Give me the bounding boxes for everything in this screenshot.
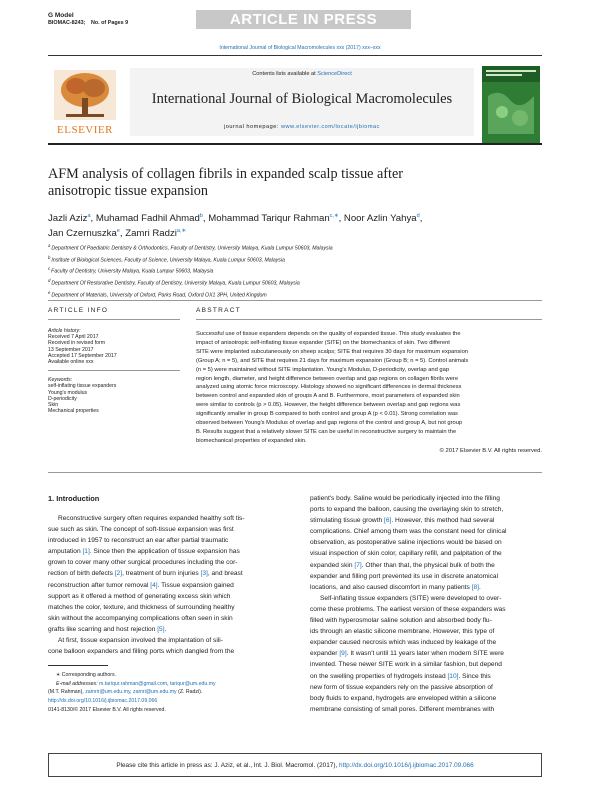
affiliation-marker: b: [48, 254, 51, 260]
affiliation-marker: a: [48, 243, 51, 248]
abstract-heading: ABSTRACT: [196, 307, 542, 320]
keywords-label: Keywords:: [48, 377, 73, 384]
abstract-line: impact of anisotropic self-inflating tissue expander (SITE) on the biomechanics of skin. Two different: [196, 339, 450, 346]
author-list: [48, 210, 542, 240]
body-line: body fluids to expand, hydrogels are enveloped within a silicone: [310, 694, 497, 702]
author-name[interactable]: Zamri Radzi: [125, 228, 177, 240]
body-line: support as it offered a method of generating excess skin which: [48, 592, 231, 600]
affiliation: [48, 242, 542, 254]
body-line: amputation [1]. Since then the application of tissue expansion has: [48, 548, 240, 556]
journal-cover-thumbnail: [482, 66, 540, 144]
abstract-line: biomechanical properties of expanded skin.: [196, 437, 307, 444]
affiliation: [48, 289, 542, 301]
abstract-line: analyzed using atomic force microscopy. Histology showed no significant differences in dermal thickness: [196, 384, 462, 391]
body-line: patient's body. Saline would be periodically injected into the filling: [310, 495, 500, 502]
article-info-heading: ARTICLE INFO: [48, 307, 180, 320]
article-info-panel: [48, 307, 180, 414]
article-title: AFM analysis of collagen fibrils in expanded scalp tissue after anisotropic tissue expansion: [48, 166, 403, 199]
body-line: complications. Chief among them was the constant need for clinical: [310, 528, 507, 536]
reference-link[interactable]: [5]: [157, 625, 165, 633]
email-line-1: E-mail addresses: m.tariqur.rahman@gmail.com, tariqur@um.edu.my: [56, 680, 216, 687]
body-line: membrane consisting of small pores. Different membranes with: [310, 705, 495, 713]
abstract-line: B. Results suggest that a relatively slower SITE can be useful in reconstructive surgery to maintain the: [196, 428, 457, 435]
abstract-copyright: © 2017 Elsevier B.V. All rights reserved.: [439, 447, 542, 454]
journal-title: International Journal of Biological Macromolecules: [151, 91, 453, 107]
body-line: on the swelling properties of hydrogels instead [10]. Since this: [310, 672, 491, 680]
abstract-line: observed between Young's Modulus of overlap and gap regions of the control and group A, but not group: [196, 420, 463, 427]
abstract-panel: [196, 307, 542, 456]
body-line: introduced in 1957 to reconstruct an ear after partial traumatic: [48, 537, 229, 545]
reference-link[interactable]: [3]: [200, 570, 208, 578]
affiliation: [48, 265, 542, 277]
author-affiliation-marker: a: [87, 213, 91, 219]
abstract-line: significantly smaller in group B compared to both control and group A (p < 0.01). Strong correlation was: [196, 411, 458, 418]
affiliation: [48, 254, 542, 266]
citation-box: Please cite this article in press as: J. Aziz, et al., Int. J. Biol. Macromol. (2017), http://dx.doi.org/10.1016/j.ijbiomac.2017.09.066: [48, 753, 542, 777]
body-line: new form of tissue expanders rely on the passive absorption of: [310, 683, 493, 691]
email-line-2: (M.T. Rahman), zamrir@um.edu.my, zamri@um.edu.my (Z. Radzi).: [48, 689, 203, 696]
keywords-list: [48, 383, 180, 414]
affiliation-text: Department of Materials, University of Oxford, Parks Road, Oxford OX1 3PH, United Kingdom: [51, 292, 267, 299]
affiliation-rule: [48, 300, 542, 301]
body-line: stimulating tissue growth [6]. However, this method had several: [310, 517, 495, 525]
history-item: Received 7 April 2017: [48, 334, 99, 341]
doi-issn-block: [48, 697, 348, 714]
email-link-4[interactable]: zamri@um.edu.my: [133, 689, 177, 696]
page-count: No. of Pages 9: [90, 20, 129, 26]
footnotes: [48, 671, 296, 697]
affiliation-marker: c: [48, 266, 51, 272]
body-line: Reconstructive surgery often requires expanded healthy soft tis-: [58, 515, 245, 522]
keyword-item: Young's modulus: [48, 389, 88, 396]
body-line: expander and filling port prevented its use in discrete anatomical: [310, 572, 499, 580]
corresponding-authors-note: ∗ Corresponding authors.: [56, 672, 117, 678]
abstract-line: region length, diameter, and height difference between overlap and gap regions on collagen fibrils were: [196, 375, 459, 382]
body-line: skin without the accompanying complications often seen in skin: [48, 614, 233, 622]
body-line: grown to cover many other surgical procedures including the cor-: [48, 559, 238, 567]
abstract-line: Successful use of tissue expanders depends on the quality of expanded tissue. This study evaluates the: [196, 331, 461, 337]
body-line: locations, and also caused discomfort in many patients [8].: [310, 583, 481, 591]
header-bottom-rule: [48, 143, 542, 145]
email-link-3[interactable]: zamrir@um.edu.my: [85, 689, 131, 696]
abstract-bottom-rule: [48, 472, 542, 473]
doi-link[interactable]: http://dx.doi.org/10.1016/j.ijbiomac.2017.09.066: [48, 698, 158, 704]
header-top-rule: [48, 55, 542, 56]
author-affiliation-marker: e: [116, 228, 120, 235]
body-line: come these problems. The earliest version of these expanders was: [310, 605, 506, 613]
affiliation-list: [48, 242, 542, 300]
body-line: Self-inflating tissue expanders (SITE) were developed to over-: [320, 594, 502, 602]
top-left-meta: [48, 12, 128, 26]
sciencedirect-link[interactable]: ScienceDirect: [317, 71, 352, 77]
keyword-item: self-inflating tissue expanders: [48, 383, 117, 390]
reference-link[interactable]: [4]: [150, 581, 158, 589]
author-name[interactable]: Jan Czernuszka: [48, 228, 117, 240]
article-ref: BIOMAC-8243;: [48, 20, 86, 26]
history-list: [48, 334, 180, 365]
publisher-name: ELSEVIER: [57, 124, 113, 136]
reference-link[interactable]: [2]: [114, 570, 123, 578]
intro-left-column: [48, 513, 290, 657]
author-affiliation-marker: a,∗: [176, 228, 187, 235]
affiliation-marker: d: [48, 277, 51, 283]
reference-link[interactable]: [8]: [471, 583, 479, 591]
model-code: G Model: [48, 12, 74, 19]
homepage-link[interactable]: www.elsevier.com/locate/ijbiomac: [280, 124, 380, 130]
body-line: invented. These newer SITE work in a similar fashion, but depend: [310, 661, 502, 669]
history-item: Received in revised form: [48, 340, 106, 347]
abstract-line: (n = 5) were maintained without SITE implantation. Young's Modulus, D-periodicity, overlap and gap: [196, 366, 450, 373]
email-link-1[interactable]: m.tariqur.rahman@gmail.com: [98, 680, 168, 687]
body-line: expander caused necrosis which was induced by leakage of the: [310, 639, 497, 647]
author-line-2: Jan Czernuszka$^e$, Zamri Radzi$^{a,∗}$: [48, 228, 187, 240]
reference-link[interactable]: [6]: [384, 517, 392, 525]
section-heading-introduction: 1. Introduction: [48, 494, 100, 503]
author-affiliation-marker: b: [199, 213, 203, 219]
author-affiliation-marker: d: [416, 213, 420, 219]
intro-right-column: [310, 493, 542, 715]
affiliation-marker: e: [48, 289, 51, 295]
abstract-text: [196, 330, 542, 446]
reference-link[interactable]: [7]: [354, 561, 362, 569]
abstract-line: SITE were implanted subcutaneously on sheep scalps; SITE that requires 30 days for maximum expansion: [196, 348, 468, 355]
body-line: cone balloon expanders and filling ports which dangled from the: [48, 648, 235, 656]
history-item: 13 September 2017: [48, 346, 94, 353]
reference-link[interactable]: [9]: [339, 650, 347, 658]
affiliation-text: Faculty of Dentistry, University Malaya, Kuala Lumpur 50603, Malaysia: [51, 269, 214, 276]
keyword-item: D-periodicity: [48, 395, 77, 402]
body-line: ports to expand the balloon, causing the overlaying skin to stretch,: [310, 506, 504, 514]
footnote-rule: [48, 665, 108, 666]
abstract-line: were similar to controls (p > 0.05). However, the height difference between overlap and gap regions was: [196, 402, 461, 409]
citation-doi-link[interactable]: http://dx.doi.org/10.1016/j.ijbiomac.2017.09.066: [339, 762, 474, 769]
affiliation: [48, 277, 542, 289]
body-line: observation, as postoperative saline injections would be based on: [310, 539, 502, 547]
body-line: ids through an elastic silicone membrane. However, this type of: [310, 628, 495, 636]
author-name[interactable]: Jazli Aziz: [48, 213, 88, 225]
history-item: Accepted 17 September 2017: [48, 352, 117, 359]
author-name[interactable]: Mohammad Tariqur Rahman: [208, 213, 330, 225]
body-line: visual inspection of skin color, capillary refill, and palpitation of the: [310, 550, 502, 558]
body-line: At first, tissue expansion involved the implantation of sili-: [58, 637, 223, 645]
contents-line: Contents lists available at ScienceDirect: [252, 71, 352, 77]
author-name[interactable]: Noor Azlin Yahya: [343, 213, 417, 225]
body-line: filled with hyperosmolar saline solution and absorbed body flu-: [310, 617, 492, 625]
body-line: reconstruction after tumor removal [4]. Tissue expansion gained: [48, 581, 234, 589]
reference-link[interactable]: [10]: [447, 672, 459, 680]
body-line: matches the color, texture, and thickness of surrounding healthy: [48, 603, 235, 611]
affiliation-text: Institute of Biological Sciences, Faculty of Science, University Malaya, Kuala Lumpur 50603, Malaysia: [51, 257, 285, 264]
abstract-line: (Group A; n = 5), and SITE that requires 21 days for maximum expansion (Group B; n = 5). Control animals: [196, 357, 469, 364]
body-line: expander [9]. It wasn't until 11 years later when modern SITE were: [310, 650, 504, 658]
abstract-line: between control and expanded skin of groups A and B. Furthermore, most parameters of expanded skin: [196, 393, 460, 400]
affiliation-text: Department Of Paediatric Dentistry & Orthodontics, Faculty of Dentistry, University Malaya, Kuala Lumpur 50603, Malaysia: [51, 245, 333, 252]
body-line: sue such as skin. The concept of soft-tissue expansion was first: [48, 526, 234, 534]
history-label: Article history:: [48, 328, 81, 334]
journal-citation-line[interactable]: International Journal of Biological Macromolecules xxx (2017) xxx–xxx: [219, 45, 381, 51]
body-line: grafts like scarring and host rejection [5].: [48, 625, 167, 633]
article-in-press-banner: ARTICLE IN PRESS: [196, 10, 411, 29]
keyword-item: Skin: [48, 402, 59, 409]
author-affiliation-marker: c,∗: [329, 213, 339, 219]
body-line: expanded skin [7]. Other than that, the physical bulk of both the: [310, 561, 495, 569]
author-name[interactable]: Muhamad Fadhil Ahmad: [95, 213, 200, 225]
reference-link[interactable]: [1]: [82, 548, 90, 556]
history-item: Available online xxx: [48, 359, 94, 366]
email-link-2[interactable]: tariqur@um.edu.my: [169, 680, 216, 687]
body-line: rection of birth defects [2], treatment of burn injuries [3], and breast: [48, 570, 243, 578]
affiliation-text: Department Of Restorative Dentistry, Faculty of Dentistry, University Malaya, Kuala Lumpur 50603, Malaysia: [51, 280, 300, 287]
homepage-line: journal homepage: www.elsevier.com/locate/ijbiomac: [224, 124, 380, 130]
keyword-item: Mechanical properties: [48, 408, 99, 415]
issn-line: 0141-8130/© 2017 Elsevier B.V. All rights reserved.: [48, 706, 166, 713]
author-line-1: Jazli Aziz$^a$, Muhamad Fadhil Ahmad$^b$, Mohammad Tariqur Rahman$^{c,∗}$, Noor Azlin Yahya$^d$,: [48, 213, 423, 225]
